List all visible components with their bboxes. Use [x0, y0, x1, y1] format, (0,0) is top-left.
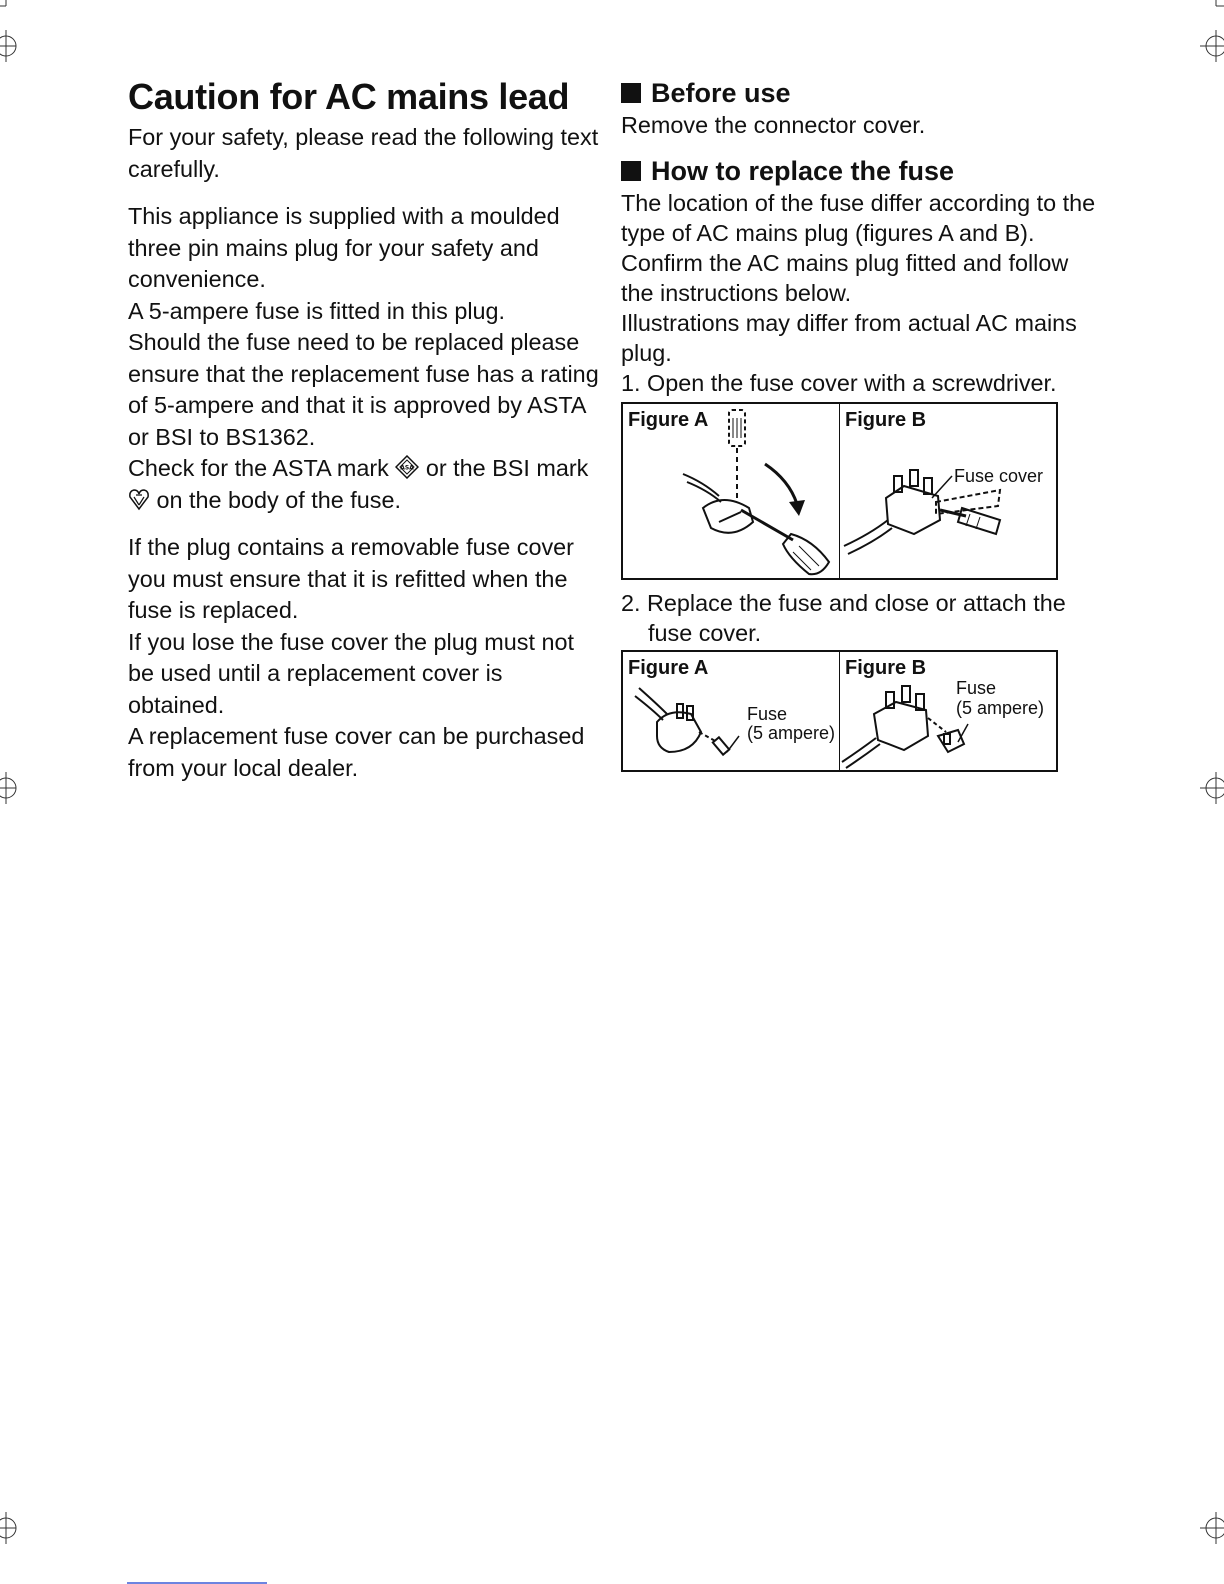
right-column — [621, 76, 1101, 772]
asta-mark-icon — [395, 455, 419, 479]
fuse-cover-block — [128, 532, 603, 784]
page-title: Caution for AC mains lead — [128, 76, 570, 117]
figure-a-replace — [623, 652, 839, 770]
ampere-callout-b: (5 ampere) — [956, 698, 1045, 718]
plug-b-screwdriver-illustration — [840, 404, 1058, 578]
refit-cover-text: If the plug contains a removable fuse cover you must ensure that it is refitted when the fuse is replaced. — [128, 534, 574, 623]
step-1: 1. Open the fuse cover with a screwdriver. — [621, 370, 1057, 396]
bsi-kitemark-icon — [128, 487, 150, 511]
replace-fuse-heading: How to replace the fuse — [621, 154, 1101, 188]
step-2: 2. Replace the fuse and close or attach the fuse cover. — [621, 590, 1066, 646]
figure-b-replace — [839, 652, 1056, 770]
fuse-callout-a: Fuse — [747, 704, 788, 724]
fuse-callout-b: Fuse — [956, 678, 997, 698]
replacement-rating-text: Should the fuse need to be replaced please ensure that the replacement fuse has a rating of 5-ampere and that it is approved by ASTA or BSI to BS1362. — [128, 329, 599, 450]
plug-a-screwdriver-illustration — [623, 404, 841, 578]
intro-text: For your safety, please read the following text carefully. — [128, 124, 599, 182]
replace-intro-text: The location of the fuse differ according to the type of AC mains plug (figures A and B). Confirm the AC mains plug fitted and follow the instructions below. — [621, 190, 1096, 306]
fuse-info-block — [128, 201, 603, 516]
figure-b-open — [839, 404, 1056, 578]
fuse-fitted-text: A 5-ampere fuse is fitted in this plug. — [128, 297, 506, 324]
figures-open-cover — [621, 402, 1058, 580]
asta-text-mid: or the BSI mark — [425, 455, 589, 481]
figure-a-label: Figure A — [628, 409, 709, 431]
asta-text-after: on the body of the fuse. — [156, 486, 401, 513]
purchase-cover-text: A replacement fuse cover can be purchased from your local dealer. — [128, 723, 585, 781]
before-use-heading: Before use — [621, 76, 1101, 110]
figure-a-open — [623, 404, 839, 578]
ampere-callout-a: (5 ampere) — [747, 723, 836, 743]
illustration-note: Illustrations may differ from actual AC mains plug. — [621, 310, 1077, 366]
asta-text-before: Check for the ASTA mark — [128, 455, 389, 481]
mark-check-text — [128, 453, 603, 516]
bullet-square-icon — [621, 83, 641, 103]
figures-replace-fuse — [621, 650, 1058, 772]
lost-cover-text: If you lose the fuse cover the plug must not be used until a replacement cover is obtained. — [128, 628, 574, 718]
figure-a-label: Figure A — [628, 657, 709, 679]
figure-b-label: Figure B — [845, 657, 927, 679]
bullet-square-icon — [621, 161, 641, 181]
fuse-cover-callout: Fuse cover — [954, 466, 1044, 486]
plug-b-fuse-illustration — [840, 652, 1058, 770]
before-use-text: Remove the connector cover. — [621, 112, 926, 138]
figure-b-label: Figure B — [845, 409, 927, 431]
svg-text:ASA: ASA — [400, 464, 415, 472]
left-column — [128, 76, 603, 784]
supply-text: This appliance is supplied with a moulded three pin mains plug for your safety and convenience. — [128, 203, 560, 292]
plug-a-fuse-illustration — [623, 652, 841, 770]
